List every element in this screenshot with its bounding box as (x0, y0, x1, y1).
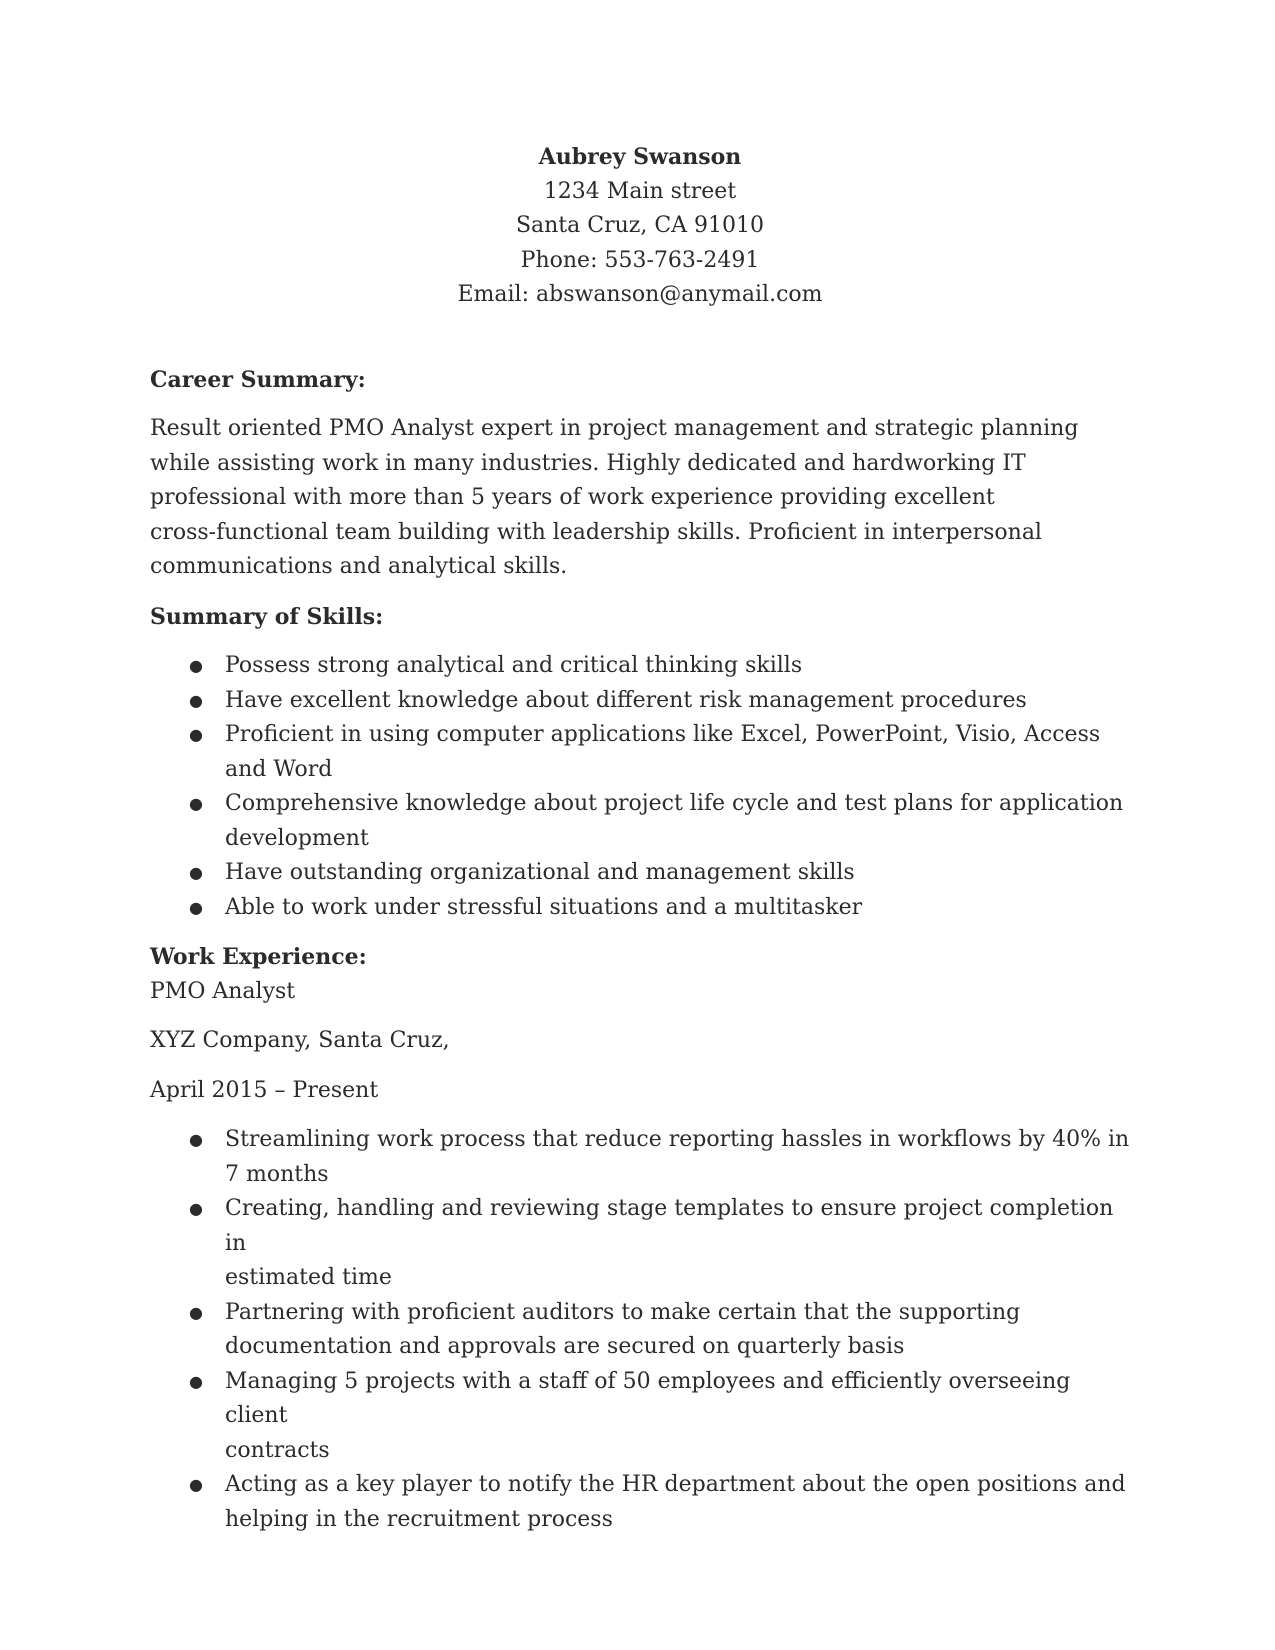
list-item (150, 1365, 1130, 1469)
bullet-icon: ● (189, 863, 203, 882)
career-summary-text (150, 412, 1130, 585)
phone-number: Phone: 553-763-2491 (520, 247, 760, 273)
list-item (150, 891, 1130, 926)
list-item-line: Partnering with proficient auditors to make certain that the supporting (225, 1299, 1021, 1325)
career-summary-heading: Career Summary: (150, 366, 366, 393)
experience-list (150, 1123, 1130, 1537)
list-item-line: development (225, 825, 369, 851)
list-item-line: Possess strong analytical and critical thinking skills (225, 653, 803, 678)
career-summary-line: cross-functional team building with leadership skills. Proficient in interpersonal (150, 519, 1042, 545)
list-item (150, 856, 1130, 891)
list-item-line: contracts (225, 1437, 330, 1463)
list-item (150, 787, 1130, 856)
bullet-icon: ● (189, 1199, 203, 1218)
list-item-line: Comprehensive knowledge about project life cycle and test plans for application (225, 791, 1124, 816)
list-item-line: Have outstanding organizational and management skills (225, 860, 855, 885)
email-address: Email: abswanson@anymail.com (457, 282, 823, 307)
list-item (150, 684, 1130, 719)
city-state-zip: Santa Cruz, CA 91010 (515, 213, 765, 238)
list-item (150, 718, 1130, 787)
list-item-line: Acting as a key player to notify the HR department about the open positions and (225, 1472, 1126, 1497)
skills-heading: Summary of Skills: (150, 603, 384, 630)
list-item-line: Proficient in using computer applications like Excel, PowerPoint, Visio, Access (225, 722, 1101, 747)
list-item (150, 1296, 1130, 1365)
work-experience-heading: Work Experience: (150, 944, 367, 970)
bullet-icon: ● (189, 725, 203, 744)
job-title: PMO Analyst (150, 978, 296, 1004)
list-item (150, 649, 1130, 684)
contact-header (150, 140, 1130, 313)
list-item (150, 1123, 1130, 1192)
resume-content (150, 140, 1130, 1537)
list-item-line: documentation and approvals are secured on quarterly basis (225, 1334, 905, 1359)
employment-dates: April 2015 – Present (150, 1077, 379, 1103)
list-item-line: Managing 5 projects with a staff of 50 employees and efficiently overseeing client (225, 1368, 1071, 1428)
list-item-line: Streamlining work process that reduce reporting hassles in workflows by 40% in (225, 1127, 1130, 1152)
list-item-line: estimated time (225, 1265, 392, 1290)
list-item-line: 7 months (225, 1161, 329, 1187)
list-item-line: helping in the recruitment process (225, 1506, 613, 1532)
list-item (150, 1468, 1130, 1537)
street-address: 1234 Main street (543, 178, 737, 204)
career-summary-line: professional with more than 5 years of work experience providing excellent (150, 485, 995, 510)
bullet-icon: ● (189, 656, 203, 675)
list-item-line: Creating, handling and reviewing stage templates to ensure project completion in (225, 1196, 1114, 1256)
list-item-line: and Word (225, 756, 333, 782)
bullet-icon: ● (189, 1302, 203, 1322)
list-item-line: Able to work under stressful situations and a multitasker (225, 894, 863, 920)
skills-list (150, 649, 1130, 925)
bullet-icon: ● (189, 794, 203, 813)
bullet-icon: ● (189, 897, 203, 917)
bullet-icon: ● (189, 1475, 203, 1494)
bullet-icon: ● (189, 690, 203, 710)
company-name: XYZ Company, Santa Cruz, (150, 1028, 450, 1053)
career-summary-line: Result oriented PMO Analyst expert in project management and strategic planning (150, 416, 1079, 441)
career-summary-line: communications and analytical skills. (150, 554, 568, 579)
bullet-icon: ● (189, 1371, 203, 1391)
list-item (150, 1192, 1130, 1296)
list-item-line: Have excellent knowledge about different risk management procedures (225, 687, 1027, 713)
candidate-name: Aubrey Swanson (538, 144, 742, 170)
career-summary-line: while assisting work in many industries. Highly dedicated and hardworking IT (150, 450, 1026, 476)
bullet-icon: ● (189, 1130, 203, 1149)
